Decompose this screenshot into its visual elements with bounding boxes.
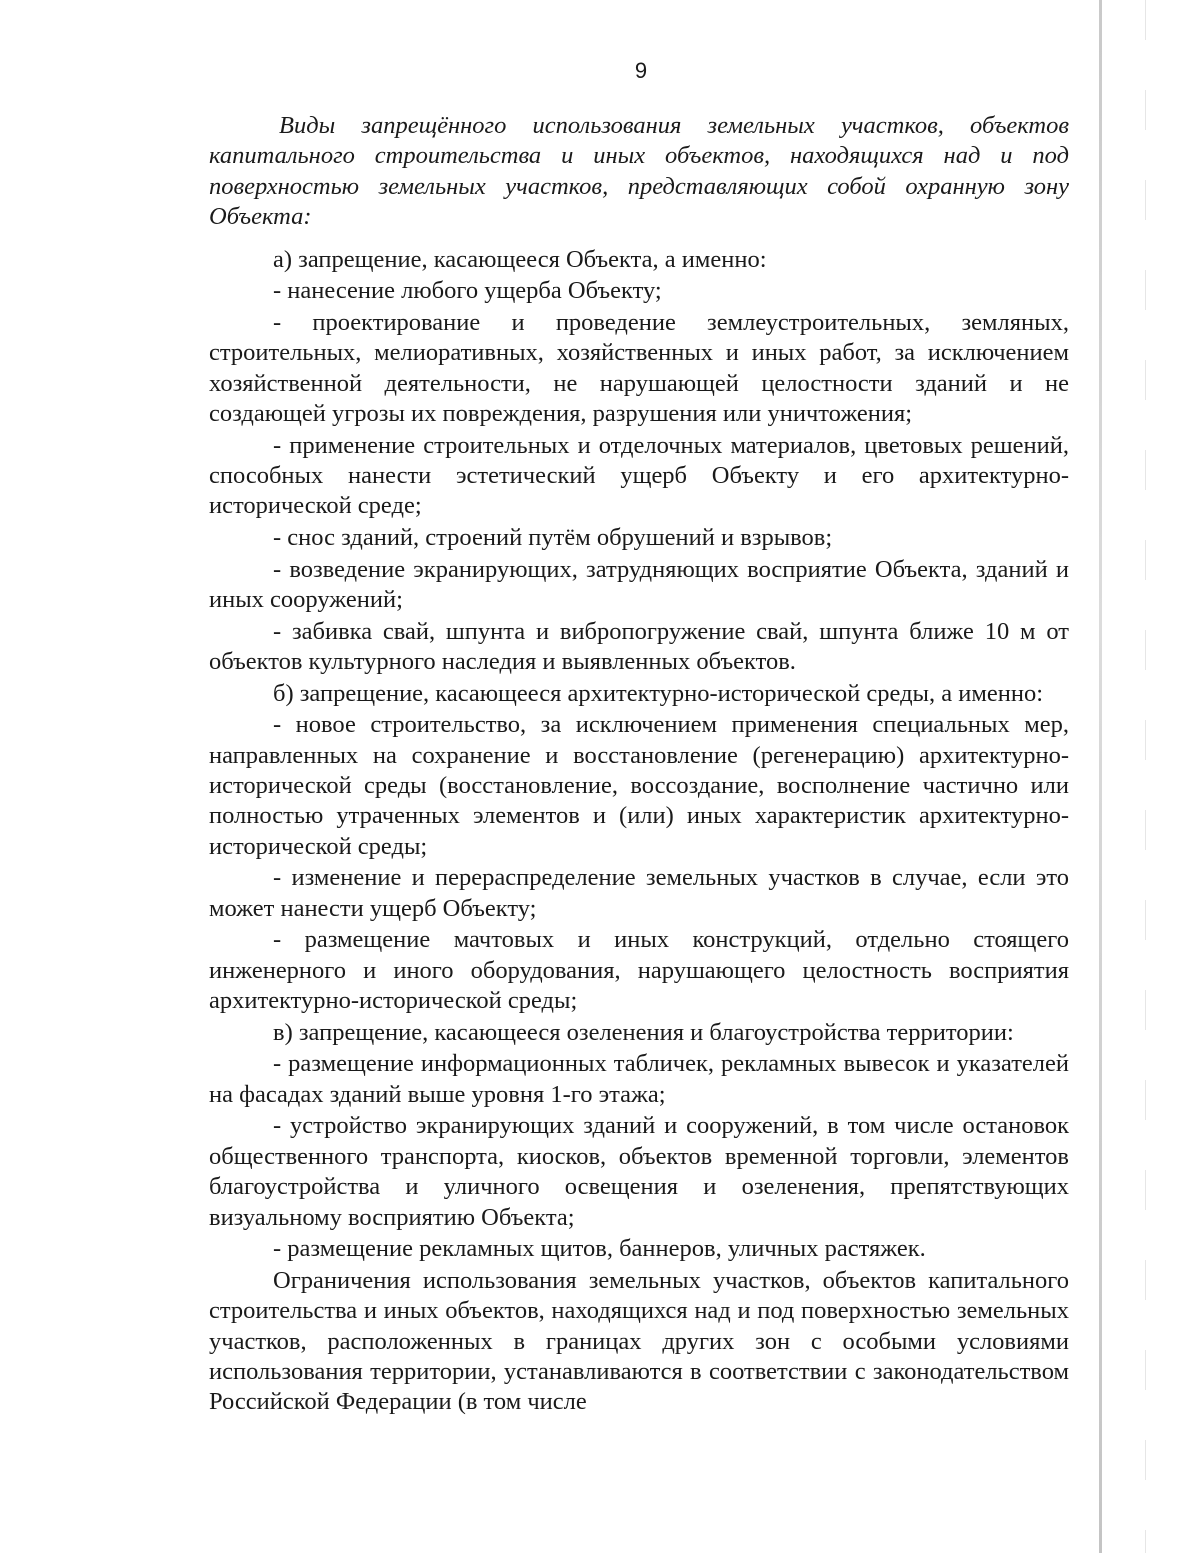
paragraph-a-item: - забивка свай, шпунта и вибропогружение свай, шпунта ближе 10 м от объектов культурного наследия и выявленных объектов. [209,617,1069,676]
paragraph-a-item: - проектирование и проведение землеустроительных, земляных, строительных, мелиоративных, хозяйственных и иных работ, за исключением хозяйственной деятельности, не нарушающей целостности зданий и не создающей угрозы их повреждения, разрушения или уничтожения; [209,308,1069,428]
paragraph-b-item: - изменение и перераспределение земельных участков в случае, если это может нанести ущерб Объекту; [209,864,1069,922]
document-body [209,111,1069,1419]
paragraph-a: а) запрещение, касающееся Объекта, а именно: [273,245,767,273]
paragraph-v-item: - размещение информационных табличек, рекламных вывесок и указателей на фасадах зданий выше уровня 1-го этажа; [209,1050,1069,1108]
restrictions-paragraph: Ограничения использования земельных участков, объектов капитального строительства и иных объектов, находящихся над и под поверхностью земельных участков, расположенных в границах других зон с особыми условиями использования территории, устанавливаются в соответствии с законодательством Российской Федерации (в том числе [209,1266,1069,1416]
scan-edge-line [1099,0,1102,1553]
paragraph-v-item: - размещение рекламных щитов, баннеров, уличных растяжек. [273,1235,926,1263]
paragraph-v: в) запрещение, касающееся озеленения и благоустройства территории: [273,1018,1014,1046]
paragraph-a-item: - применение строительных и отделочных материалов, цветовых решений, способных нанести эстетический ущерб Объекту и его архитектурно-исторической среде; [209,431,1069,520]
paragraph-a-item: - снос зданий, строений путём обрушений и взрывов; [273,524,833,552]
scan-edge-mark [1145,0,1146,1553]
intro-paragraph: Виды запрещённого использования земельных участков, объектов капитального строительства и иных объектов, находящихся над и под поверхностью земельных участков, представляющих собой охранную зону Объекта: [209,112,1069,231]
paragraph-b-item: - размещение мачтовых и иных конструкций, отдельно стоящего инженерного и иного оборудования, нарушающего целостность восприятия архитектурно-исторической среды; [209,926,1069,1015]
paragraph-a-item: - нанесение любого ущерба Объекту; [273,277,662,305]
paragraph-b: б) запрещение, касающееся архитектурно-исторической среды, а именно: [273,679,1044,707]
paragraph-v-item: - устройство экранирующих зданий и сооружений, в том числе остановок общественного транспорта, киосков, объектов временной торговли, элементов благоустройства и уличного освещения и озеленения, препятствующих визуальному восприятию Объекта; [209,1112,1069,1231]
paragraph-b-item: - новое строительство, за исключением применения специальных мер, направленных на сохранение и восстановление (регенерацию) архитектурно-исторической среды (восстановление, воссоздание, восполнение частично или полностью утраченных элементов и (или) иных характеристик архитектурно-исторической среды; [209,711,1069,860]
paragraph-a-item: - возведение экранирующих, затрудняющих восприятие Объекта, зданий и иных сооружений; [209,555,1069,614]
page-number: 9 [634,58,648,83]
